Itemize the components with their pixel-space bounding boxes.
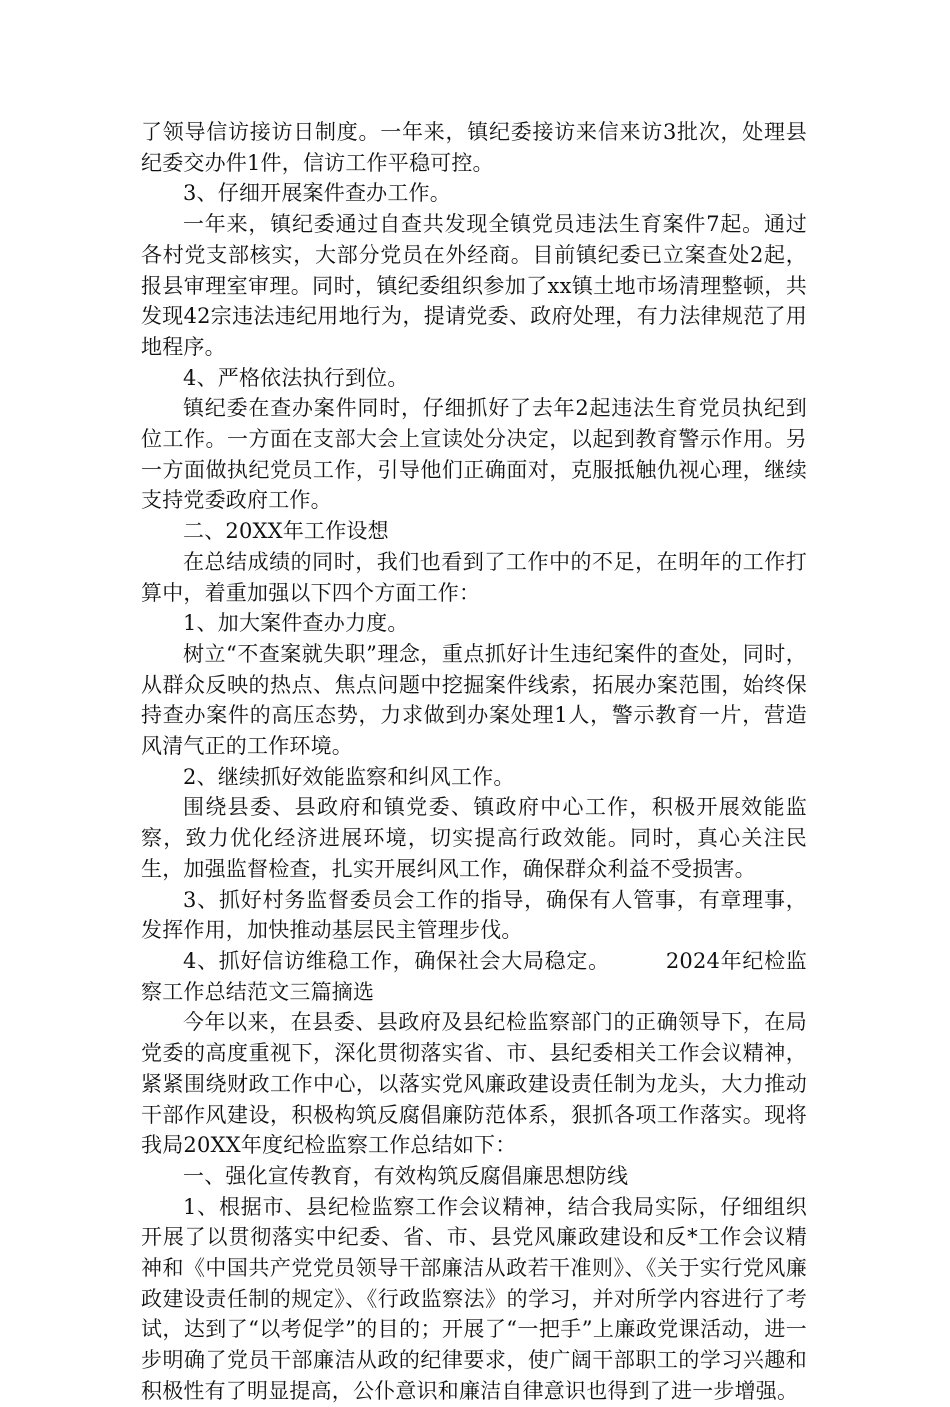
paragraph-16: 1、根据市、县纪检监察工作会议精神，结合我局实际，仔细组织开展了以贯彻落实中纪委、省、市、县党风廉政建设和反*工作会议精神和《中国共产党党员领导干部廉洁从政若干准则》、《关于实行党风廉政建设责任制的规定》、《行政监察法》的学习，并对所学内容进行了考试，达到了“以考促学”的目的；开展了“一把手”上廉政党课活动，进一步明确了党员干部廉洁从政的纪律要求，使广阔干部职工的学习兴趣和积极性有了明显提高，公仆意识和廉洁自律意识也得到了进一步增强。 — [141, 1194, 807, 1403]
paragraph-14: 今年以来，在县委、县政府及县纪检监察部门的正确领导下，在局党委的高度重视下，深化贯彻落实省、市、县纪委相关工作会议精神，紧紧围绕财政工作中心，以落实党风廉政建设责任制为龙头，大力推动干部作风建设，积极构筑反腐倡廉防范体系，狠抓各项工作落实。现将我局20XX年度纪检监察工作总结如下： — [141, 1010, 807, 1158]
paragraph-3: 一年来，镇纪委通过自查共发现全镇党员违法生育案件7起。通过各村党支部核实，大部分党员在外经商。目前镇纪委已立案查处2起，报县审理室审理。同时，镇纪委组织参加了xx镇土地市场清理整顿，共发现42宗违法违纪用地行为，提请党委、政府处理，有力法律规范了用地程序。 — [141, 212, 807, 359]
document-body — [141, 117, 807, 1407]
paragraph-12: 3、抓好村务监督委员会工作的指导，确保有人管事，有章理事，发挥作用，加快推动基层民主管理步伐。 — [141, 887, 807, 943]
paragraph-4: 4、严格依法执行到位。 — [183, 365, 409, 390]
paragraph-8: 1、加大案件查办力度。 — [183, 611, 409, 636]
inline-article-title: 2024年纪检监察工作总结范文三篇摘选 — [141, 948, 808, 1004]
paragraph-13 — [141, 946, 807, 1007]
section-heading-1: 一、强化宣传教育，有效构筑反腐倡廉思想防线 — [183, 1163, 629, 1188]
paragraph-9: 树立“不查案就失职”理念，重点抓好计生违纪案件的查处，同时，从群众反映的热点、焦点问题中挖掘案件线索，拓展办案范围，始终保持查办案件的高压态势，力求做到办案处理1人，警示教育一片，营造风清气正的工作环境。 — [141, 641, 807, 759]
paragraph-11: 围绕县委、县政府和镇党委、镇政府中心工作，积极开展效能监察，致力优化经济进展环境，切实提高行政效能。同时，真心关注民生，加强监督检查，扎实开展纠风工作，确保群众利益不受损害。 — [141, 795, 807, 881]
paragraph-5: 镇纪委在查办案件同时，仔细抓好了去年2起违法生育党员执纪到位工作。一方面在支部大会上宣读处分决定，以起到教育警示作用。另一方面做执纪党员工作，引导他们正确面对，克服抵触仇视心理，继续支持党委政府工作。 — [141, 396, 807, 513]
section-heading-2: 二、20XX年工作设想 — [183, 519, 389, 544]
paragraph-7: 在总结成绩的同时，我们也看到了工作中的不足，在明年的工作打算中，着重加强以下四个方面工作： — [141, 549, 807, 605]
paragraph-1: 了领导信访接访日制度。一年来，镇纪委接访来信来访3批次，处理县纪委交办件1件，信访工作平稳可控。 — [141, 120, 807, 175]
paragraph-2: 3、仔细开展案件查办工作。 — [183, 181, 451, 206]
paragraph-13-text: 4、抓好信访维稳工作，确保社会大局稳定。 — [183, 948, 610, 973]
paragraph-10: 2、继续抓好效能监察和纠风工作。 — [183, 764, 515, 789]
